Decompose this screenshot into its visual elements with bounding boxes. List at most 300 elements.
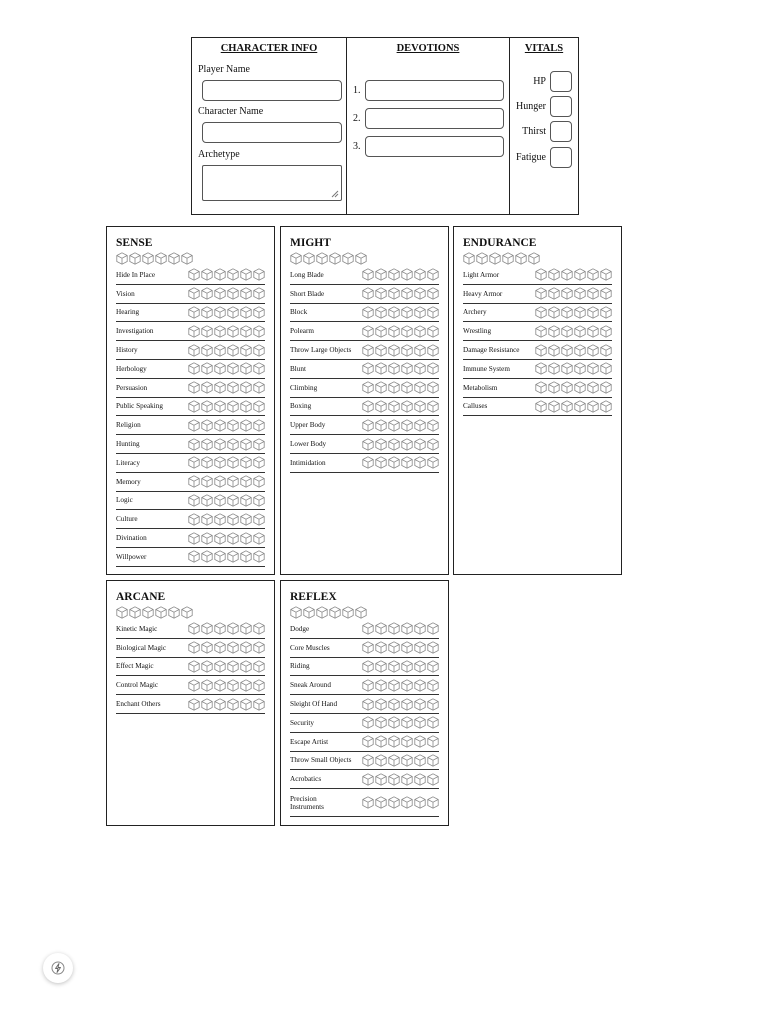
- d6-cube-icon[interactable]: [388, 400, 400, 413]
- d6-cube-icon[interactable]: [362, 268, 374, 281]
- d6-cube-icon[interactable]: [548, 325, 560, 338]
- d6-cube-icon[interactable]: [388, 438, 400, 451]
- d6-cube-icon[interactable]: [388, 325, 400, 338]
- d6-cube-icon[interactable]: [388, 796, 400, 809]
- d6-cube-icon[interactable]: [253, 325, 265, 338]
- d6-cube-icon[interactable]: [375, 268, 387, 281]
- d6-cube-icon[interactable]: [201, 306, 213, 319]
- d6-cube-icon[interactable]: [303, 252, 315, 265]
- d6-cube-icon[interactable]: [240, 532, 252, 545]
- d6-cube-icon[interactable]: [427, 641, 439, 654]
- d6-cube-icon[interactable]: [600, 344, 612, 357]
- d6-cube-icon[interactable]: [240, 381, 252, 394]
- d6-cube-icon[interactable]: [188, 268, 200, 281]
- d6-cube-icon[interactable]: [227, 268, 239, 281]
- d6-cube-icon[interactable]: [188, 438, 200, 451]
- d6-cube-icon[interactable]: [362, 641, 374, 654]
- d6-cube-icon[interactable]: [535, 344, 547, 357]
- d6-cube-icon[interactable]: [214, 641, 226, 654]
- d6-cube-icon[interactable]: [414, 419, 426, 432]
- d6-cube-icon[interactable]: [427, 268, 439, 281]
- d6-cube-icon[interactable]: [414, 456, 426, 469]
- d6-cube-icon[interactable]: [414, 679, 426, 692]
- d6-cube-icon[interactable]: [600, 325, 612, 338]
- d6-cube-icon[interactable]: [227, 306, 239, 319]
- d6-cube-icon[interactable]: [214, 456, 226, 469]
- d6-cube-icon[interactable]: [116, 252, 128, 265]
- d6-cube-icon[interactable]: [548, 306, 560, 319]
- d6-cube-icon[interactable]: [388, 287, 400, 300]
- d6-cube-icon[interactable]: [227, 362, 239, 375]
- d6-cube-icon[interactable]: [375, 381, 387, 394]
- d6-cube-icon[interactable]: [561, 362, 573, 375]
- d6-cube-icon[interactable]: [316, 252, 328, 265]
- d6-cube-icon[interactable]: [214, 698, 226, 711]
- d6-cube-icon[interactable]: [427, 362, 439, 375]
- d6-cube-icon[interactable]: [253, 268, 265, 281]
- d6-cube-icon[interactable]: [600, 381, 612, 394]
- d6-cube-icon[interactable]: [548, 362, 560, 375]
- d6-cube-icon[interactable]: [227, 550, 239, 563]
- d6-cube-icon[interactable]: [214, 679, 226, 692]
- d6-cube-icon[interactable]: [201, 268, 213, 281]
- d6-cube-icon[interactable]: [561, 344, 573, 357]
- d6-cube-icon[interactable]: [414, 400, 426, 413]
- d6-cube-icon[interactable]: [253, 622, 265, 635]
- d6-cube-icon[interactable]: [476, 252, 488, 265]
- d6-cube-icon[interactable]: [535, 381, 547, 394]
- d6-cube-icon[interactable]: [214, 622, 226, 635]
- d6-cube-icon[interactable]: [227, 641, 239, 654]
- d6-cube-icon[interactable]: [362, 754, 374, 767]
- d6-cube-icon[interactable]: [401, 641, 413, 654]
- d6-cube-icon[interactable]: [375, 679, 387, 692]
- d6-cube-icon[interactable]: [362, 796, 374, 809]
- d6-cube-icon[interactable]: [253, 475, 265, 488]
- d6-cube-icon[interactable]: [414, 773, 426, 786]
- d6-cube-icon[interactable]: [188, 456, 200, 469]
- d6-cube-icon[interactable]: [227, 400, 239, 413]
- d6-cube-icon[interactable]: [188, 475, 200, 488]
- d6-cube-icon[interactable]: [587, 400, 599, 413]
- d6-cube-icon[interactable]: [253, 456, 265, 469]
- d6-cube-icon[interactable]: [427, 796, 439, 809]
- d6-cube-icon[interactable]: [240, 679, 252, 692]
- d6-cube-icon[interactable]: [561, 325, 573, 338]
- d6-cube-icon[interactable]: [290, 252, 302, 265]
- d6-cube-icon[interactable]: [253, 344, 265, 357]
- d6-cube-icon[interactable]: [253, 679, 265, 692]
- d6-cube-icon[interactable]: [587, 268, 599, 281]
- d6-cube-icon[interactable]: [574, 400, 586, 413]
- d6-cube-icon[interactable]: [587, 362, 599, 375]
- d6-cube-icon[interactable]: [227, 660, 239, 673]
- d6-cube-icon[interactable]: [188, 679, 200, 692]
- d6-cube-icon[interactable]: [181, 606, 193, 619]
- d6-cube-icon[interactable]: [253, 532, 265, 545]
- d6-cube-icon[interactable]: [240, 362, 252, 375]
- d6-cube-icon[interactable]: [355, 606, 367, 619]
- d6-cube-icon[interactable]: [587, 344, 599, 357]
- d6-cube-icon[interactable]: [240, 475, 252, 488]
- d6-cube-icon[interactable]: [227, 622, 239, 635]
- d6-cube-icon[interactable]: [214, 325, 226, 338]
- d6-cube-icon[interactable]: [574, 362, 586, 375]
- d6-cube-icon[interactable]: [375, 773, 387, 786]
- d6-cube-icon[interactable]: [574, 325, 586, 338]
- d6-cube-icon[interactable]: [227, 456, 239, 469]
- d6-cube-icon[interactable]: [375, 400, 387, 413]
- d6-cube-icon[interactable]: [388, 698, 400, 711]
- d6-cube-icon[interactable]: [375, 456, 387, 469]
- d6-cube-icon[interactable]: [188, 550, 200, 563]
- d6-cube-icon[interactable]: [201, 679, 213, 692]
- d6-cube-icon[interactable]: [388, 268, 400, 281]
- d6-cube-icon[interactable]: [240, 438, 252, 451]
- d6-cube-icon[interactable]: [155, 252, 167, 265]
- d6-cube-icon[interactable]: [574, 268, 586, 281]
- d6-cube-icon[interactable]: [201, 475, 213, 488]
- d6-cube-icon[interactable]: [375, 660, 387, 673]
- d6-cube-icon[interactable]: [375, 362, 387, 375]
- d6-cube-icon[interactable]: [401, 362, 413, 375]
- d6-cube-icon[interactable]: [401, 716, 413, 729]
- d6-cube-icon[interactable]: [427, 438, 439, 451]
- d6-cube-icon[interactable]: [414, 306, 426, 319]
- d6-cube-icon[interactable]: [188, 306, 200, 319]
- d6-cube-icon[interactable]: [401, 344, 413, 357]
- d6-cube-icon[interactable]: [375, 306, 387, 319]
- d6-cube-icon[interactable]: [427, 622, 439, 635]
- d6-cube-icon[interactable]: [201, 641, 213, 654]
- d6-cube-icon[interactable]: [401, 698, 413, 711]
- d6-cube-icon[interactable]: [227, 287, 239, 300]
- d6-cube-icon[interactable]: [240, 494, 252, 507]
- d6-cube-icon[interactable]: [561, 400, 573, 413]
- d6-cube-icon[interactable]: [303, 606, 315, 619]
- d6-cube-icon[interactable]: [375, 344, 387, 357]
- d6-cube-icon[interactable]: [214, 400, 226, 413]
- d6-cube-icon[interactable]: [401, 325, 413, 338]
- d6-cube-icon[interactable]: [227, 344, 239, 357]
- d6-cube-icon[interactable]: [401, 754, 413, 767]
- d6-cube-icon[interactable]: [188, 641, 200, 654]
- d6-cube-icon[interactable]: [401, 268, 413, 281]
- d6-cube-icon[interactable]: [600, 400, 612, 413]
- d6-cube-icon[interactable]: [375, 796, 387, 809]
- d6-cube-icon[interactable]: [240, 400, 252, 413]
- d6-cube-icon[interactable]: [401, 773, 413, 786]
- d6-cube-icon[interactable]: [188, 344, 200, 357]
- d6-cube-icon[interactable]: [427, 698, 439, 711]
- d6-cube-icon[interactable]: [227, 532, 239, 545]
- d6-cube-icon[interactable]: [427, 716, 439, 729]
- d6-cube-icon[interactable]: [388, 344, 400, 357]
- d6-cube-icon[interactable]: [401, 660, 413, 673]
- d6-cube-icon[interactable]: [362, 679, 374, 692]
- d6-cube-icon[interactable]: [201, 438, 213, 451]
- resize-handle-icon[interactable]: [331, 190, 339, 198]
- d6-cube-icon[interactable]: [414, 698, 426, 711]
- d6-cube-icon[interactable]: [253, 381, 265, 394]
- d6-cube-icon[interactable]: [375, 698, 387, 711]
- d6-cube-icon[interactable]: [253, 698, 265, 711]
- d6-cube-icon[interactable]: [227, 494, 239, 507]
- d6-cube-icon[interactable]: [414, 438, 426, 451]
- d6-cube-icon[interactable]: [240, 287, 252, 300]
- d6-cube-icon[interactable]: [600, 268, 612, 281]
- d6-cube-icon[interactable]: [240, 456, 252, 469]
- d6-cube-icon[interactable]: [401, 796, 413, 809]
- d6-cube-icon[interactable]: [401, 679, 413, 692]
- d6-cube-icon[interactable]: [214, 268, 226, 281]
- d6-cube-icon[interactable]: [427, 735, 439, 748]
- d6-cube-icon[interactable]: [188, 494, 200, 507]
- d6-cube-icon[interactable]: [362, 456, 374, 469]
- d6-cube-icon[interactable]: [290, 606, 302, 619]
- d6-cube-icon[interactable]: [214, 475, 226, 488]
- d6-cube-icon[interactable]: [240, 268, 252, 281]
- d6-cube-icon[interactable]: [188, 287, 200, 300]
- d6-cube-icon[interactable]: [201, 381, 213, 394]
- d6-cube-icon[interactable]: [129, 606, 141, 619]
- d6-cube-icon[interactable]: [362, 306, 374, 319]
- d6-cube-icon[interactable]: [188, 325, 200, 338]
- d6-cube-icon[interactable]: [188, 660, 200, 673]
- d6-cube-icon[interactable]: [188, 532, 200, 545]
- d6-cube-icon[interactable]: [227, 513, 239, 526]
- d6-cube-icon[interactable]: [362, 773, 374, 786]
- d6-cube-icon[interactable]: [427, 344, 439, 357]
- d6-cube-icon[interactable]: [214, 438, 226, 451]
- d6-cube-icon[interactable]: [240, 419, 252, 432]
- d6-cube-icon[interactable]: [561, 268, 573, 281]
- d6-cube-icon[interactable]: [142, 252, 154, 265]
- d6-cube-icon[interactable]: [600, 362, 612, 375]
- d6-cube-icon[interactable]: [600, 306, 612, 319]
- d6-cube-icon[interactable]: [388, 660, 400, 673]
- d6-cube-icon[interactable]: [214, 381, 226, 394]
- d6-cube-icon[interactable]: [201, 344, 213, 357]
- d6-cube-icon[interactable]: [375, 419, 387, 432]
- d6-cube-icon[interactable]: [535, 306, 547, 319]
- d6-cube-icon[interactable]: [240, 513, 252, 526]
- d6-cube-icon[interactable]: [201, 456, 213, 469]
- d6-cube-icon[interactable]: [201, 287, 213, 300]
- d6-cube-icon[interactable]: [414, 287, 426, 300]
- d6-cube-icon[interactable]: [574, 344, 586, 357]
- d6-cube-icon[interactable]: [362, 622, 374, 635]
- d6-cube-icon[interactable]: [535, 268, 547, 281]
- player-name-input[interactable]: [202, 80, 342, 101]
- d6-cube-icon[interactable]: [181, 252, 193, 265]
- d6-cube-icon[interactable]: [414, 716, 426, 729]
- d6-cube-icon[interactable]: [342, 606, 354, 619]
- d6-cube-icon[interactable]: [316, 606, 328, 619]
- d6-cube-icon[interactable]: [587, 306, 599, 319]
- d6-cube-icon[interactable]: [362, 344, 374, 357]
- d6-cube-icon[interactable]: [427, 287, 439, 300]
- d6-cube-icon[interactable]: [188, 419, 200, 432]
- d6-cube-icon[interactable]: [574, 381, 586, 394]
- d6-cube-icon[interactable]: [388, 716, 400, 729]
- d6-cube-icon[interactable]: [401, 622, 413, 635]
- d6-cube-icon[interactable]: [401, 306, 413, 319]
- d6-cube-icon[interactable]: [427, 400, 439, 413]
- d6-cube-icon[interactable]: [253, 438, 265, 451]
- d6-cube-icon[interactable]: [535, 400, 547, 413]
- d6-cube-icon[interactable]: [227, 381, 239, 394]
- d6-cube-icon[interactable]: [214, 513, 226, 526]
- d6-cube-icon[interactable]: [515, 252, 527, 265]
- d6-cube-icon[interactable]: [253, 287, 265, 300]
- d6-cube-icon[interactable]: [548, 400, 560, 413]
- d6-cube-icon[interactable]: [463, 252, 475, 265]
- d6-cube-icon[interactable]: [548, 344, 560, 357]
- d6-cube-icon[interactable]: [227, 698, 239, 711]
- d6-cube-icon[interactable]: [375, 622, 387, 635]
- d6-cube-icon[interactable]: [188, 362, 200, 375]
- d6-cube-icon[interactable]: [414, 381, 426, 394]
- d6-cube-icon[interactable]: [188, 622, 200, 635]
- d6-cube-icon[interactable]: [362, 362, 374, 375]
- d6-cube-icon[interactable]: [227, 325, 239, 338]
- d6-cube-icon[interactable]: [414, 754, 426, 767]
- d6-cube-icon[interactable]: [362, 716, 374, 729]
- d6-cube-icon[interactable]: [253, 419, 265, 432]
- d6-cube-icon[interactable]: [362, 735, 374, 748]
- d6-cube-icon[interactable]: [548, 287, 560, 300]
- d6-cube-icon[interactable]: [201, 362, 213, 375]
- d6-cube-icon[interactable]: [188, 400, 200, 413]
- d6-cube-icon[interactable]: [375, 735, 387, 748]
- fatigue-input[interactable]: [550, 147, 572, 168]
- d6-cube-icon[interactable]: [253, 660, 265, 673]
- d6-cube-icon[interactable]: [201, 532, 213, 545]
- d6-cube-icon[interactable]: [548, 268, 560, 281]
- d6-cube-icon[interactable]: [489, 252, 501, 265]
- d6-cube-icon[interactable]: [227, 475, 239, 488]
- d6-cube-icon[interactable]: [401, 400, 413, 413]
- d6-cube-icon[interactable]: [188, 381, 200, 394]
- d6-cube-icon[interactable]: [427, 306, 439, 319]
- d6-cube-icon[interactable]: [201, 698, 213, 711]
- d6-cube-icon[interactable]: [388, 381, 400, 394]
- d6-cube-icon[interactable]: [362, 325, 374, 338]
- d6-cube-icon[interactable]: [201, 622, 213, 635]
- d6-cube-icon[interactable]: [375, 754, 387, 767]
- hp-input[interactable]: [550, 71, 572, 92]
- d6-cube-icon[interactable]: [535, 325, 547, 338]
- d6-cube-icon[interactable]: [362, 400, 374, 413]
- d6-cube-icon[interactable]: [502, 252, 514, 265]
- archetype-textarea[interactable]: [202, 165, 342, 201]
- devotion-input-1[interactable]: [365, 80, 504, 101]
- d6-cube-icon[interactable]: [168, 606, 180, 619]
- d6-cube-icon[interactable]: [427, 679, 439, 692]
- d6-cube-icon[interactable]: [214, 362, 226, 375]
- d6-cube-icon[interactable]: [214, 306, 226, 319]
- d6-cube-icon[interactable]: [362, 287, 374, 300]
- d6-cube-icon[interactable]: [227, 679, 239, 692]
- d6-cube-icon[interactable]: [561, 287, 573, 300]
- d6-cube-icon[interactable]: [329, 606, 341, 619]
- d6-cube-icon[interactable]: [414, 362, 426, 375]
- d6-cube-icon[interactable]: [375, 325, 387, 338]
- d6-cube-icon[interactable]: [388, 773, 400, 786]
- d6-cube-icon[interactable]: [240, 550, 252, 563]
- d6-cube-icon[interactable]: [528, 252, 540, 265]
- d6-cube-icon[interactable]: [214, 494, 226, 507]
- d6-cube-icon[interactable]: [587, 381, 599, 394]
- d6-cube-icon[interactable]: [201, 660, 213, 673]
- d6-cube-icon[interactable]: [214, 419, 226, 432]
- d6-cube-icon[interactable]: [253, 494, 265, 507]
- d6-cube-icon[interactable]: [388, 735, 400, 748]
- d6-cube-icon[interactable]: [227, 438, 239, 451]
- d6-cube-icon[interactable]: [253, 306, 265, 319]
- d6-cube-icon[interactable]: [201, 550, 213, 563]
- d6-cube-icon[interactable]: [253, 513, 265, 526]
- d6-cube-icon[interactable]: [240, 698, 252, 711]
- d6-cube-icon[interactable]: [329, 252, 341, 265]
- d6-cube-icon[interactable]: [414, 660, 426, 673]
- d6-cube-icon[interactable]: [401, 419, 413, 432]
- d6-cube-icon[interactable]: [414, 268, 426, 281]
- d6-cube-icon[interactable]: [587, 287, 599, 300]
- d6-cube-icon[interactable]: [142, 606, 154, 619]
- d6-cube-icon[interactable]: [240, 344, 252, 357]
- d6-cube-icon[interactable]: [201, 513, 213, 526]
- d6-cube-icon[interactable]: [427, 773, 439, 786]
- d6-cube-icon[interactable]: [401, 381, 413, 394]
- d6-cube-icon[interactable]: [401, 456, 413, 469]
- d6-cube-icon[interactable]: [188, 513, 200, 526]
- d6-cube-icon[interactable]: [401, 287, 413, 300]
- d6-cube-icon[interactable]: [188, 698, 200, 711]
- d6-cube-icon[interactable]: [535, 287, 547, 300]
- d6-cube-icon[interactable]: [214, 344, 226, 357]
- d6-cube-icon[interactable]: [388, 641, 400, 654]
- d6-cube-icon[interactable]: [388, 419, 400, 432]
- d6-cube-icon[interactable]: [414, 344, 426, 357]
- d6-cube-icon[interactable]: [214, 660, 226, 673]
- d6-cube-icon[interactable]: [342, 252, 354, 265]
- d6-cube-icon[interactable]: [427, 419, 439, 432]
- d6-cube-icon[interactable]: [414, 735, 426, 748]
- d6-cube-icon[interactable]: [201, 494, 213, 507]
- d6-cube-icon[interactable]: [388, 679, 400, 692]
- d6-cube-icon[interactable]: [362, 381, 374, 394]
- character-name-input[interactable]: [202, 122, 342, 143]
- d6-cube-icon[interactable]: [388, 622, 400, 635]
- d6-cube-icon[interactable]: [362, 660, 374, 673]
- d6-cube-icon[interactable]: [362, 438, 374, 451]
- d6-cube-icon[interactable]: [587, 325, 599, 338]
- d6-cube-icon[interactable]: [574, 306, 586, 319]
- floating-action-button[interactable]: [43, 953, 73, 983]
- d6-cube-icon[interactable]: [388, 456, 400, 469]
- d6-cube-icon[interactable]: [240, 622, 252, 635]
- d6-cube-icon[interactable]: [375, 438, 387, 451]
- d6-cube-icon[interactable]: [201, 325, 213, 338]
- d6-cube-icon[interactable]: [355, 252, 367, 265]
- d6-cube-icon[interactable]: [362, 419, 374, 432]
- d6-cube-icon[interactable]: [414, 325, 426, 338]
- d6-cube-icon[interactable]: [414, 622, 426, 635]
- d6-cube-icon[interactable]: [214, 532, 226, 545]
- d6-cube-icon[interactable]: [168, 252, 180, 265]
